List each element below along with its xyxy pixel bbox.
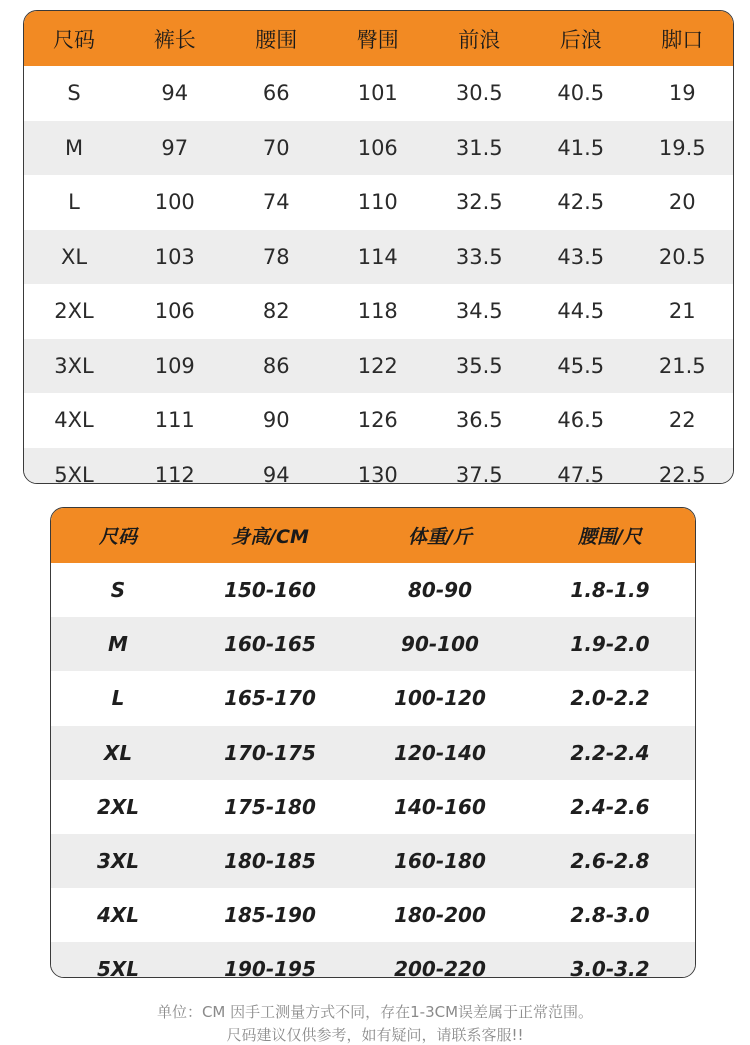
header-cell: 裤长 <box>124 11 226 66</box>
table-cell: 35.5 <box>429 339 531 394</box>
table-cell: 3.0-3.2 <box>525 942 695 978</box>
table-cell: 106 <box>327 121 429 176</box>
table-cell: 100 <box>154 190 195 215</box>
table-cell: 94 <box>226 448 328 485</box>
table-cell: 185-190 <box>224 903 316 928</box>
table-cell: 47.5 <box>530 448 632 485</box>
table-cell: 118 <box>357 299 398 324</box>
table-cell: 78 <box>226 230 328 285</box>
table-cell: 82 <box>262 299 290 324</box>
table-cell: 19 <box>668 81 696 106</box>
table-cell: 114 <box>327 230 429 285</box>
table-cell: L <box>111 686 125 711</box>
table-cell: 180-185 <box>185 834 355 888</box>
table-row <box>24 284 733 339</box>
table-cell: 190-195 <box>185 942 355 978</box>
table-cell: 165-170 <box>224 686 316 711</box>
table-cell: 4XL <box>96 903 140 928</box>
table-cell: 112 <box>124 448 226 485</box>
table-cell: 2.2-2.4 <box>525 726 695 780</box>
table-cell: 21 <box>668 299 696 324</box>
table-row <box>24 339 733 394</box>
table-cell: M <box>51 617 185 671</box>
footnote-line-1: 单位：CM 因手工测量方式不同，存在1-3CM误差属于正常范围。 <box>156 1003 594 1021</box>
size-recommendation-table <box>50 507 696 978</box>
table-cell: 1.9-2.0 <box>525 617 695 671</box>
table-cell: L <box>68 190 80 215</box>
table-cell: XL <box>51 726 185 780</box>
table-cell: 20 <box>668 190 696 215</box>
table-cell: 86 <box>226 339 328 394</box>
table-row <box>51 942 695 978</box>
header-cell: 身高/CM <box>185 508 355 563</box>
header-cell: 脚口 <box>632 11 734 66</box>
table-cell: 170-175 <box>185 726 355 780</box>
table-cell: 80-90 <box>408 578 472 603</box>
table-row <box>24 230 733 285</box>
header-cell: 体重/斤 <box>355 508 525 563</box>
table-cell: 180-200 <box>394 903 486 928</box>
table-row <box>24 66 733 121</box>
table-cell: 70 <box>226 121 328 176</box>
table-cell: 106 <box>154 299 195 324</box>
table-cell: 160-165 <box>185 617 355 671</box>
footnote-line-2: 尺码建议仅供参考，如有疑问，请联系客服!! <box>226 1026 524 1044</box>
table-cell: 109 <box>124 339 226 394</box>
table-cell: 2.8-3.0 <box>570 903 650 928</box>
pants-measurement-table <box>23 10 734 484</box>
table-row <box>51 888 695 942</box>
table-cell: S <box>67 81 81 106</box>
table-cell: 34.5 <box>455 299 503 324</box>
table-row <box>24 175 733 230</box>
table-cell: 100-120 <box>394 686 486 711</box>
table-cell: 5XL <box>24 448 124 485</box>
table-cell: 110 <box>357 190 398 215</box>
table-cell: 97 <box>124 121 226 176</box>
table-cell: 2.6-2.8 <box>525 834 695 888</box>
table-row <box>51 671 695 725</box>
table-cell: 2.4-2.6 <box>570 794 650 819</box>
table-cell: 1.8-1.9 <box>570 578 650 603</box>
table-cell: 31.5 <box>429 121 531 176</box>
table-cell: 160-180 <box>355 834 525 888</box>
table-row <box>51 726 695 780</box>
table-cell: 2.0-2.2 <box>570 686 650 711</box>
table-cell: 2XL <box>54 299 94 324</box>
table-cell: 43.5 <box>530 230 632 285</box>
table-header-row <box>24 11 733 66</box>
table-cell: 5XL <box>51 942 185 978</box>
table-row <box>24 448 733 485</box>
table-cell: 140-160 <box>394 794 486 819</box>
table-cell: 40.5 <box>557 81 605 106</box>
table-cell: 44.5 <box>557 299 605 324</box>
table-cell: 111 <box>154 408 195 433</box>
table-cell: XL <box>24 230 124 285</box>
table-cell: S <box>110 578 126 603</box>
header-cell: 腰围 <box>226 11 328 66</box>
header-cell: 臀围 <box>327 11 429 66</box>
table-cell: 32.5 <box>455 190 503 215</box>
table-cell: 120-140 <box>355 726 525 780</box>
table-row <box>51 563 695 617</box>
table-row <box>51 617 695 671</box>
table-cell: 2XL <box>96 794 140 819</box>
table-cell: 126 <box>357 408 398 433</box>
table-cell: 36.5 <box>455 408 503 433</box>
table-cell: 90-100 <box>355 617 525 671</box>
table-cell: 45.5 <box>530 339 632 394</box>
table-cell: 101 <box>357 81 398 106</box>
table-cell: 30.5 <box>455 81 503 106</box>
table-cell: 22.5 <box>632 448 734 485</box>
table-cell: 200-220 <box>355 942 525 978</box>
header-cell: 前浪 <box>429 11 531 66</box>
table-row <box>24 393 733 448</box>
table-row <box>24 121 733 176</box>
table-cell: 103 <box>124 230 226 285</box>
table-cell: 22 <box>668 408 696 433</box>
table-row <box>51 780 695 834</box>
table-cell: 94 <box>161 81 189 106</box>
table-cell: 19.5 <box>632 121 734 176</box>
table-cell: 175-180 <box>224 794 316 819</box>
table-cell: 37.5 <box>429 448 531 485</box>
table-cell: 46.5 <box>557 408 605 433</box>
header-cell: 尺码 <box>51 508 185 563</box>
table-cell: 41.5 <box>530 121 632 176</box>
table-cell: 42.5 <box>557 190 605 215</box>
header-cell: 后浪 <box>530 11 632 66</box>
table-cell: 33.5 <box>429 230 531 285</box>
table-cell: 122 <box>327 339 429 394</box>
table-cell: 90 <box>262 408 290 433</box>
table-cell: 4XL <box>54 408 94 433</box>
table-row <box>51 834 695 888</box>
header-cell: 尺码 <box>24 11 124 66</box>
table-cell: 74 <box>262 190 290 215</box>
table-cell: 3XL <box>51 834 185 888</box>
table-cell: 130 <box>327 448 429 485</box>
table-cell: 21.5 <box>632 339 734 394</box>
table-cell: 3XL <box>24 339 124 394</box>
table-header-row <box>51 508 695 563</box>
table-cell: 66 <box>262 81 290 106</box>
table-cell: 20.5 <box>632 230 734 285</box>
table-cell: 150-160 <box>224 578 316 603</box>
header-cell: 腰围/尺 <box>525 508 695 563</box>
table-cell: M <box>24 121 124 176</box>
